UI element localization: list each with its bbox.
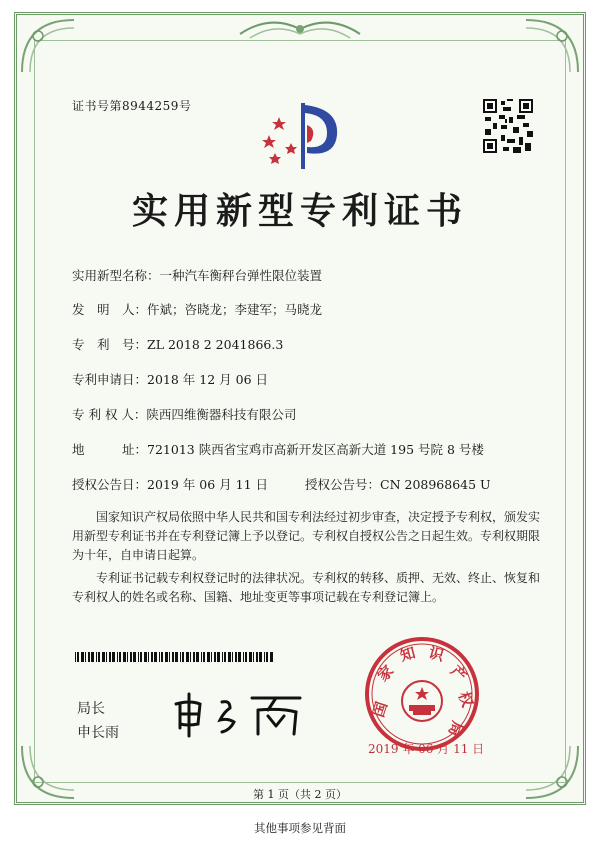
field-address: [72, 440, 484, 458]
barcode-bar: [75, 652, 76, 662]
barcode-bar: [144, 652, 147, 662]
barcode-bar: [140, 652, 142, 662]
seal-date: 2019 年 06 月 11 日: [368, 742, 485, 756]
barcode-bar: [253, 652, 254, 662]
barcode-bar: [245, 652, 247, 662]
certificate-title: 实用新型专利证书: [131, 190, 468, 232]
barcode-bar: [133, 652, 136, 662]
barcode-bar: [112, 652, 115, 662]
barcode-bar: [159, 652, 160, 662]
statement-paragraph-2: 专利证书记载专利权登记时的法律状况。专利权的转移、质押、无效、终止、恢复和专利权人的姓名或名称、国籍、地址变更等事项记载在专利登记簿上。: [72, 571, 541, 604]
field-value: ZL 2018 2 2041866.3: [147, 337, 284, 352]
barcode-bar: [91, 652, 94, 662]
svg-text:权: 权: [454, 689, 477, 710]
barcode-bar: [182, 652, 184, 662]
field-value: 一种汽车衡秤台弹性限位装置: [159, 268, 323, 283]
barcode-bar: [127, 652, 128, 662]
barcode-bar: [207, 652, 210, 662]
bureau-role: 局长: [77, 701, 105, 717]
barcode-bar: [214, 652, 216, 662]
barcode-bar: [172, 652, 174, 662]
barcode-bar: [232, 652, 233, 662]
page-number: 第 1 页（共 2 页）: [253, 788, 347, 801]
field-utility-model-name: [72, 266, 322, 284]
barcode-bar: [96, 652, 97, 662]
svg-text:局: 局: [444, 718, 467, 739]
barcode-bar: [190, 652, 191, 662]
barcode-bar: [119, 652, 121, 662]
barcode-bar: [196, 652, 199, 662]
barcode-bar: [98, 652, 100, 662]
field-value: 陕西四维衡器科技有限公司: [146, 407, 297, 422]
field-value: 仵斌；咨晓龙；李建军；马晓龙: [147, 302, 323, 317]
corner-ornament-icon: [18, 16, 78, 76]
field-value: 2019 年 06 月 11 日: [147, 477, 269, 492]
barcode-bar: [102, 652, 105, 662]
svg-text:家: 家: [373, 661, 398, 686]
barcode-bar: [130, 652, 132, 662]
bureau-director-name: 申长雨: [77, 725, 119, 741]
svg-text:产: 产: [446, 661, 471, 686]
barcode-bar: [222, 652, 223, 662]
statement-paragraph-1: 国家知识产权局依照中华人民共和国专利法经过初步审查，决定授予专利权，颁发实用新型专利证书并在专利登记簿上予以登记。专利权自授权公告之日起生效。专利权期限为十年，自申请日起算。: [72, 510, 541, 562]
field-grant-date: [72, 475, 268, 493]
barcode-bar: [259, 652, 262, 662]
corner-ornament-icon: [522, 16, 582, 76]
barcode-bar: [180, 652, 181, 662]
svg-text:识: 识: [426, 643, 446, 665]
field-label: 地 址：: [72, 442, 148, 457]
barcode-bar: [211, 652, 212, 662]
barcode-bar: [249, 652, 252, 662]
barcode-bar: [270, 652, 273, 662]
top-ornament-icon: [230, 14, 370, 44]
field-value: 2018 年 12 月 06 日: [147, 372, 269, 387]
barcode-bar: [109, 652, 111, 662]
barcode-bar: [224, 652, 226, 662]
field-label: 专 利 权 人：: [72, 407, 147, 422]
qr-code-icon: [483, 99, 533, 153]
barcode-bar: [117, 652, 118, 662]
barcode-bar: [85, 652, 86, 662]
barcode-bar: [106, 652, 107, 662]
barcode-bar: [217, 652, 220, 662]
barcode-bar: [161, 652, 163, 662]
field-patent-number: [72, 335, 283, 353]
barcode-bar: [264, 652, 265, 662]
barcode-bar: [88, 652, 90, 662]
field-filing-date: [72, 370, 268, 388]
field-inventors: [72, 300, 322, 318]
barcode-bar: [266, 652, 268, 662]
barcode-bar: [154, 652, 157, 662]
barcode-bar: [256, 652, 258, 662]
barcode-bar: [77, 652, 79, 662]
footer-note: 其他事项参见背面: [254, 821, 346, 835]
barcode-bar: [151, 652, 153, 662]
barcode-bar: [81, 652, 84, 662]
field-patentee: [72, 405, 296, 423]
patent-office-logo-icon: [255, 95, 345, 175]
barcode-bar: [238, 652, 241, 662]
field-label: 授权公告日：: [72, 477, 148, 492]
field-label: 专利申请日：: [72, 372, 148, 387]
official-seal: [363, 635, 481, 753]
field-value: 721013 陕西省宝鸡市高新开发区高新大道 195 号院 8 号楼: [147, 442, 484, 457]
barcode-bar: [138, 652, 139, 662]
barcode-bar: [203, 652, 205, 662]
field-label: 专 利 号：: [72, 337, 148, 352]
barcode-bar: [243, 652, 244, 662]
barcode-bar: [148, 652, 149, 662]
certificate-number: 证书号第8944259号: [72, 99, 192, 113]
barcode-bar: [165, 652, 168, 662]
field-label: 授权公告号：: [305, 477, 381, 492]
barcode-bar: [228, 652, 231, 662]
field-label: 实用新型名称：: [72, 268, 160, 283]
national-emblem-icon: [402, 681, 442, 721]
svg-text:知: 知: [398, 643, 418, 665]
field-grant-number: [305, 475, 491, 493]
svg-text:国: 国: [369, 699, 392, 720]
barcode-bar: [235, 652, 237, 662]
barcode-bar: [193, 652, 195, 662]
barcode-bar: [175, 652, 178, 662]
barcode-bar: [169, 652, 170, 662]
barcode-icon: [75, 652, 275, 662]
barcode-bar: [123, 652, 126, 662]
director-signature: [172, 690, 312, 738]
field-label: 发 明 人：: [72, 302, 148, 317]
barcode-bar: [201, 652, 202, 662]
barcode-bar: [186, 652, 189, 662]
field-value: CN 208968645 U: [380, 477, 491, 492]
